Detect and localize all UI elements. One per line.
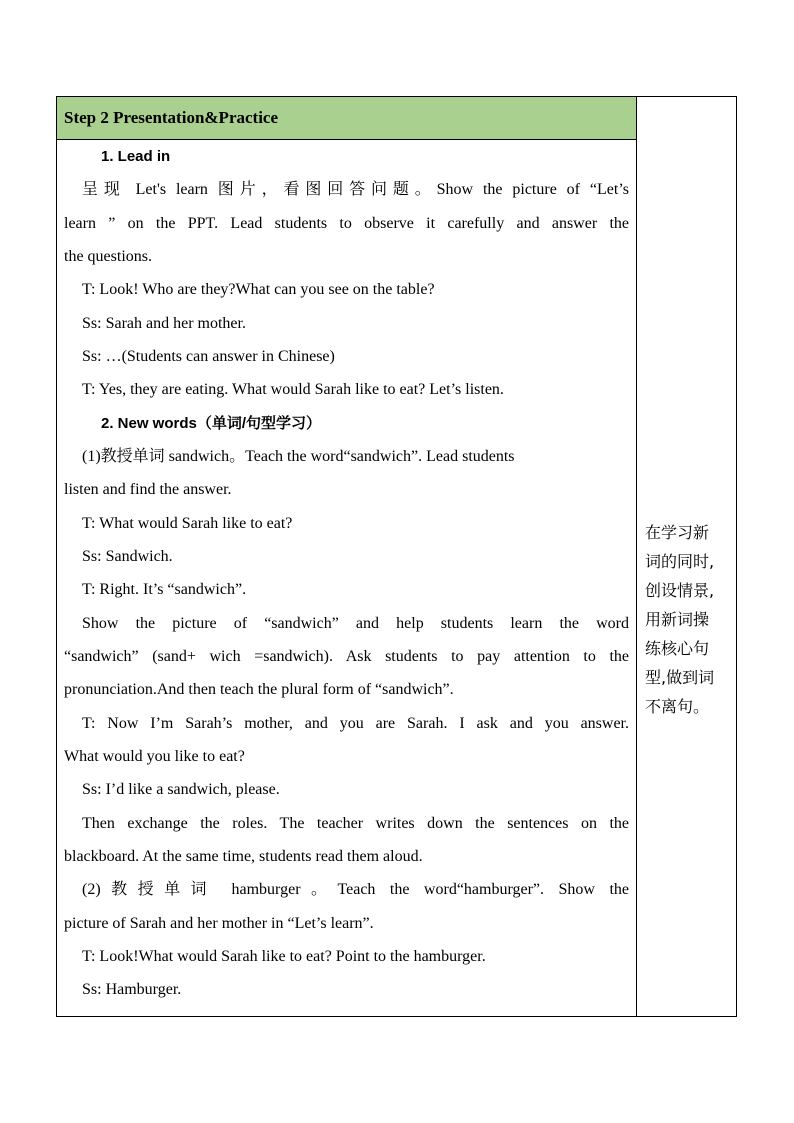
- dialogue-line: T: Right. It’s “sandwich”.: [82, 581, 247, 598]
- side-note-column: [637, 97, 736, 1016]
- content-line: pronunciation.And then teach the plural form of “sandwich”.: [64, 681, 454, 698]
- new-words-heading: 2. New words（单词/句型学习）: [101, 415, 322, 432]
- content-line: (1)教授单词 sandwich。Teach the word“sandwich”. Lead students: [82, 448, 515, 465]
- lead-in-heading: 1. Lead in: [101, 148, 171, 165]
- dialogue-line: T: Look!What would Sarah like to eat? Point to the hamburger.: [82, 948, 486, 965]
- side-note-line: 不离句。: [645, 697, 710, 716]
- side-note-line: 型,做到词: [645, 668, 715, 687]
- side-note-line: 词的同时,: [645, 552, 715, 571]
- content-line: 呈现 Let's learn 图片，看图回答问题。Show the picture of “Let’s: [82, 181, 629, 198]
- content-line: the questions.: [64, 248, 152, 265]
- dialogue-line: T: Now I’m Sarah’s mother, and you are Sarah. I ask and you answer.: [82, 715, 629, 732]
- content-line: picture of Sarah and her mother in “Let’s learn”.: [64, 915, 374, 932]
- side-note-line: 用新词操: [645, 610, 710, 629]
- side-note-line: 创设情景,: [645, 581, 715, 600]
- main-column: [57, 97, 637, 1016]
- side-note-line: 在学习新: [645, 523, 710, 542]
- dialogue-line: Ss: Hamburger.: [82, 981, 182, 998]
- dialogue-line: T: Look! Who are they?What can you see on the table?: [82, 281, 435, 298]
- side-note-line: 练核心句: [645, 639, 710, 658]
- dialogue-line: What would you like to eat?: [64, 748, 245, 765]
- dialogue-line: Ss: …(Students can answer in Chinese): [82, 348, 335, 365]
- dialogue-line: Ss: Sandwich.: [82, 548, 173, 565]
- content-line: learn ” on the PPT. Lead students to observe it carefully and answer the: [64, 215, 629, 232]
- content-line: (2)教授单词 hamburger。Teach the word“hamburger”. Show the: [82, 881, 629, 898]
- dialogue-line: Ss: I’d like a sandwich, please.: [82, 781, 280, 798]
- content-line: Then exchange the roles. The teacher writes down the sentences on the: [82, 815, 629, 832]
- content-line: listen and find the answer.: [64, 481, 232, 498]
- lesson-plan-table: [56, 96, 737, 1017]
- dialogue-line: T: Yes, they are eating. What would Sarah like to eat? Let’s listen.: [82, 381, 504, 398]
- content-line: blackboard. At the same time, students read them aloud.: [64, 848, 423, 865]
- dialogue-line: Ss: Sarah and her mother.: [82, 315, 246, 332]
- content-line: “sandwich” (sand+ wich =sandwich). Ask students to pay attention to the: [64, 648, 629, 665]
- step-header: Step 2 Presentation&Practice: [57, 97, 636, 140]
- content-line: Show the picture of “sandwich” and help students learn the word: [82, 615, 629, 632]
- dialogue-line: T: What would Sarah like to eat?: [82, 515, 293, 532]
